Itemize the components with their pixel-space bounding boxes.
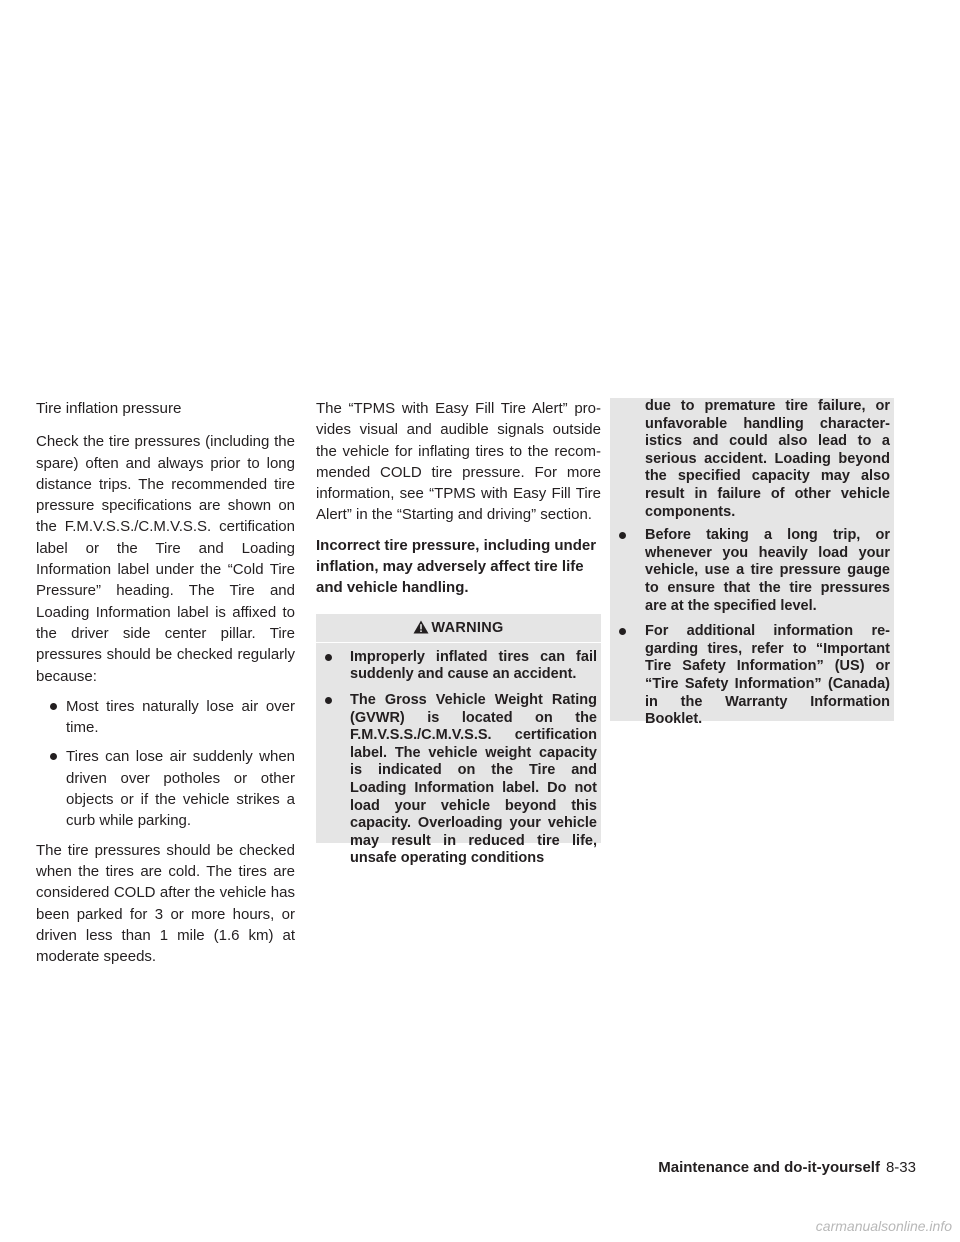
bullet-dot-icon [325,654,332,661]
bullet-dot-icon [325,697,332,704]
footer-section-title: Maintenance and do-it-yourself [658,1159,880,1176]
column-left [36,398,295,976]
warning-box-continued [610,398,894,728]
list-item: Tires can lose air suddenly when driven over potholes or other objects or if the vehicle strikes a curb while parking. [36,746,295,831]
page-footer [658,1159,916,1176]
bullet-dot-icon [619,628,626,635]
warning-item: The Gross Vehicle Weight Rating (GVWR) is located on the F.M.V.S.S./C.M.V.S.S. certification label. The vehicle weight capacity is indicated on the Tire and Loading Information label. Do not load your vehicle beyond this capacity. Overloading your vehicle may result in reduced tire life, unsafe operating conditions [316,692,597,868]
bullet-dot-icon [50,703,57,710]
warning-title: WARNING [316,614,601,643]
section-heading: Tire inflation pressure [36,400,182,417]
tpms-paragraph: The “TPMS with Easy Fill Tire Alert” provides visual and audible signals outside the vehicle for inflating tires to the recommended COLD tire pressure. For more information, see “TPMS with Easy Fill Tire Alert” in the “Starting and driving” section. [316,400,601,524]
warning-item: Before taking a long trip, or whenever you heavily load your vehicle, use a tire pressure gauge to ensure that the tire pressures are at the specified level. [610,527,890,615]
warning-list [316,643,601,868]
page-number: 8-33 [885,1159,916,1176]
warning-item: Improperly inflated tires can fail suddenly and cause an accident. [316,649,597,684]
column-right [610,398,894,728]
warning-continuation: due to premature tire failure, or unfavorable handling characteristics and could also lead to a serious accident. Loading beyond the specified capacity may also result in failure of other vehicle components. [645,398,890,520]
warning-box [316,614,601,867]
bullet-dot-icon [619,532,626,539]
intro-paragraph: Check the tire pressures (including the spare) often and always prior to long distance trips. The recommended tire pressure specifications are shown on the F.M.V.S.S./C.M.V.S.S. certification label or the Tire and Loading Information label under the “Cold Tire Pressure” heading. The Tire and Loading Information label is affixed to the driver side center pillar. Tire pressures should be checked regularly because: [36,433,295,685]
warning-item: For additional information regarding tires, refer to “Important Tire Safety Information” (US) or “Tire Safety Information” (Canada) in the Warranty Information Booklet. [610,623,890,729]
column-middle [316,398,601,867]
list-item: Most tires naturally lose air over time. [36,696,295,739]
watermark: carmanualsonline.info [815,1218,952,1234]
bullet-dot-icon [50,753,57,760]
cold-tire-paragraph: The tire pressures should be checked when the tires are cold. The tires are considered COLD after the vehicle has been parked for 3 or more hours, or driven less than 1 mile (1.6 km) at moderate speeds. [36,841,295,966]
reasons-list [36,696,295,832]
warning-triangle-icon [413,620,429,634]
warning-list-continued [610,521,890,729]
incorrect-pressure-note: Incorrect tire pressure, including under inflation, may adversely affect tire life and vehicle handling. [316,536,597,596]
